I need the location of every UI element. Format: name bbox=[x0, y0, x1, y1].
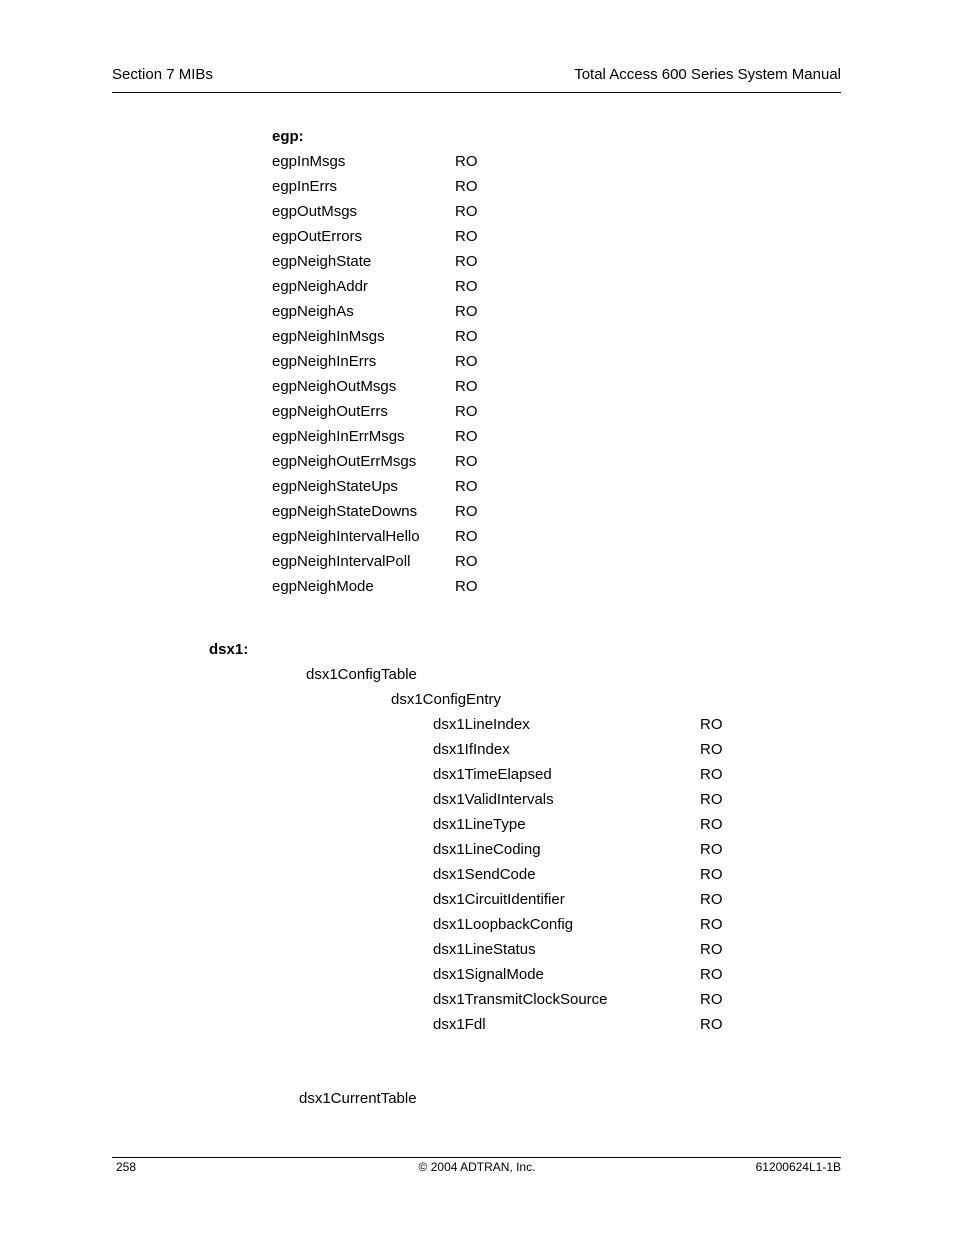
footer-rule bbox=[112, 1157, 841, 1158]
egp-object-name: egpOutErrors bbox=[272, 228, 363, 245]
dsx1-object-access: RO bbox=[700, 816, 723, 833]
dsx1-object-name: dsx1LineStatus bbox=[433, 941, 536, 958]
egp-object-access: RO bbox=[455, 153, 478, 170]
dsx1-object-name: dsx1SendCode bbox=[433, 866, 536, 883]
footer-doc-number: 61200624L1-1B bbox=[755, 1160, 841, 1174]
egp-object-access: RO bbox=[455, 353, 478, 370]
dsx1-object-access: RO bbox=[700, 966, 723, 983]
egp-object-name: egpNeighStateUps bbox=[272, 478, 398, 495]
dsx1-object-access: RO bbox=[700, 941, 723, 958]
egp-object-access: RO bbox=[455, 303, 478, 320]
egp-heading: egp: bbox=[272, 128, 304, 145]
dsx1-current-table-label: dsx1CurrentTable bbox=[299, 1090, 417, 1107]
dsx1-config-table-label: dsx1ConfigTable bbox=[306, 666, 417, 683]
header-rule bbox=[112, 92, 841, 93]
egp-object-name: egpNeighState bbox=[272, 253, 372, 270]
egp-object-access: RO bbox=[455, 203, 478, 220]
dsx1-object-access: RO bbox=[700, 741, 723, 758]
egp-object-name: egpNeighInMsgs bbox=[272, 328, 385, 345]
dsx1-object-access: RO bbox=[700, 866, 723, 883]
egp-object-name: egpNeighInErrs bbox=[272, 353, 377, 370]
egp-object-access: RO bbox=[455, 178, 478, 195]
egp-object-name: egpNeighAddr bbox=[272, 278, 368, 295]
egp-object-access: RO bbox=[455, 253, 478, 270]
egp-object-access: RO bbox=[455, 428, 478, 445]
egp-object-name: egpNeighMode bbox=[272, 578, 374, 595]
dsx1-object-access: RO bbox=[700, 1016, 723, 1033]
dsx1-heading: dsx1: bbox=[209, 641, 249, 658]
egp-object-name: egpNeighInErrMsgs bbox=[272, 428, 405, 445]
egp-object-access: RO bbox=[455, 328, 478, 345]
egp-object-name: egpNeighOutMsgs bbox=[272, 378, 397, 395]
egp-object-access: RO bbox=[455, 478, 478, 495]
egp-object-access: RO bbox=[455, 378, 478, 395]
egp-object-name: egpNeighOutErrMsgs bbox=[272, 453, 417, 470]
egp-object-access: RO bbox=[455, 503, 478, 520]
egp-object-name: egpNeighIntervalHello bbox=[272, 528, 420, 545]
header-section-title: Section 7 MIBs bbox=[112, 66, 213, 83]
dsx1-object-access: RO bbox=[700, 841, 723, 858]
egp-object-name: egpNeighAs bbox=[272, 303, 354, 320]
dsx1-object-access: RO bbox=[700, 916, 723, 933]
dsx1-object-name: dsx1SignalMode bbox=[433, 966, 544, 983]
egp-object-access: RO bbox=[455, 528, 478, 545]
dsx1-object-access: RO bbox=[700, 716, 723, 733]
footer-copyright: © 2004 ADTRAN, Inc. bbox=[418, 1160, 536, 1174]
dsx1-object-name: dsx1IfIndex bbox=[433, 741, 510, 758]
dsx1-object-access: RO bbox=[700, 766, 723, 783]
egp-object-access: RO bbox=[455, 278, 478, 295]
footer-page-number: 258 bbox=[116, 1160, 137, 1174]
dsx1-object-name: dsx1LineCoding bbox=[433, 841, 541, 858]
dsx1-object-name: dsx1TimeElapsed bbox=[433, 766, 552, 783]
egp-object-access: RO bbox=[455, 228, 478, 245]
header-manual-title: Total Access 600 Series System Manual bbox=[574, 66, 841, 83]
dsx1-object-name: dsx1Fdl bbox=[433, 1016, 486, 1033]
dsx1-object-name: dsx1LineIndex bbox=[433, 716, 530, 733]
egp-object-access: RO bbox=[455, 553, 478, 570]
dsx1-object-name: dsx1ValidIntervals bbox=[433, 791, 554, 808]
dsx1-object-access: RO bbox=[700, 991, 723, 1008]
egp-object-name: egpOutMsgs bbox=[272, 203, 358, 220]
dsx1-object-name: dsx1LoopbackConfig bbox=[433, 916, 574, 933]
dsx1-object-access: RO bbox=[700, 891, 723, 908]
egp-object-access: RO bbox=[455, 578, 478, 595]
egp-object-access: RO bbox=[455, 403, 478, 420]
egp-object-name: egpInMsgs bbox=[272, 153, 346, 170]
egp-object-name: egpNeighIntervalPoll bbox=[272, 553, 411, 570]
dsx1-object-access: RO bbox=[700, 791, 723, 808]
dsx1-config-entry-label: dsx1ConfigEntry bbox=[391, 691, 502, 708]
egp-object-name: egpInErrs bbox=[272, 178, 338, 195]
dsx1-object-name: dsx1CircuitIdentifier bbox=[433, 891, 565, 908]
egp-object-access: RO bbox=[455, 453, 478, 470]
egp-object-name: egpNeighStateDowns bbox=[272, 503, 418, 520]
dsx1-object-name: dsx1LineType bbox=[433, 816, 526, 833]
egp-object-name: egpNeighOutErrs bbox=[272, 403, 388, 420]
dsx1-object-name: dsx1TransmitClockSource bbox=[433, 991, 608, 1008]
